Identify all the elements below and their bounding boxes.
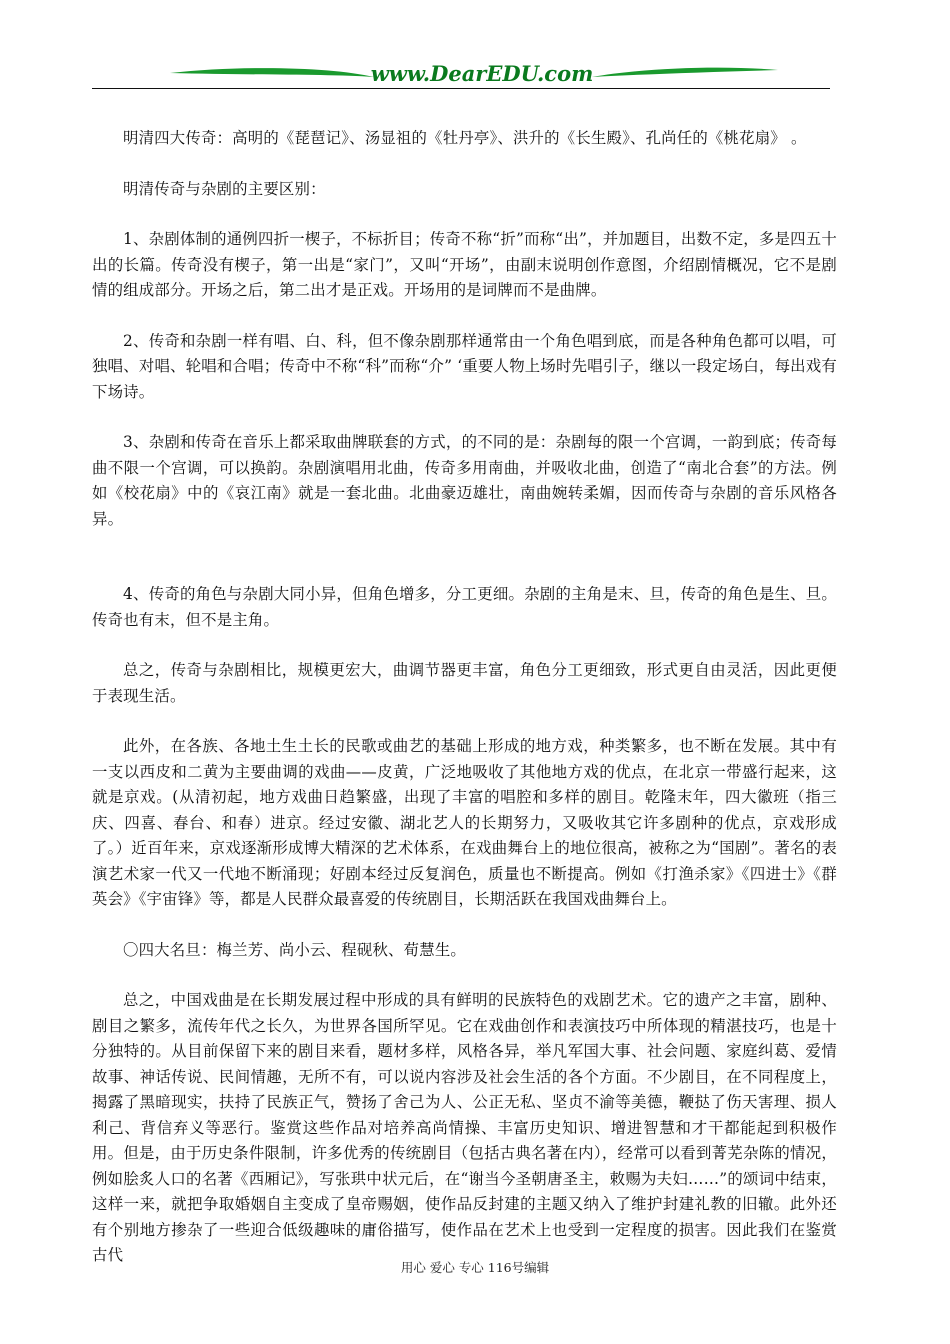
page-footer: 用心 爱心 专心 116号编辑 [400,1260,550,1275]
paragraph-point-1: 1、杂剧体制的通例四折一楔子，不标折目；传奇不称“折”而称“出”，并加题目，出数不定，多是四五十出的长篇。传奇没有楔子，第一出是“家门”，又叫“开场”，由副末说明创作意图，介绍剧情概况，它不是剧情的组成部分。开场之后，第二出才是正戏。开场用的是词牌而不是曲牌。 [92,230,837,299]
site-header-banner [92,56,830,92]
document-body [92,126,837,1294]
paragraph-differences-heading: 明清传奇与杂剧的主要区别： [123,179,326,198]
swoosh-logo-graphic [92,56,830,92]
right-swoosh [592,68,778,77]
paragraph-beijing-opera: 此外，在各族、各地土生土长的民歌或曲艺的基础上形成的地方戏，种类繁多，也不断在发展。其中有一支以西皮和二黄为主要曲调的戏曲——皮黄，广泛地吸收了其他地方戏的优点，在北京一带盛行起来，这就是京戏。(从清初起，地方戏曲日趋繁盛，出现了丰富的唱腔和多样的剧目。乾隆末年，四大徽班（指三庆、四喜、春台、和春）进京。经过安徽、湖北艺人的长期努力，又吸收其它许多剧种的优点，京戏形成了。）近百年来，京戏逐渐形成博大精深的艺术体系，在戏曲舞台上的地位很高，被称之为“国剧”。著名的表演艺术家一代又一代地不断涌现；好剧本经过反复润色，质量也不断提高。例如《打渔杀家》《四进士》《群英会》《宇宙锋》等，都是人民群众最喜爱的传统剧目，长期活跃在我国戏曲舞台上。 [92,737,837,908]
left-swoosh [170,68,374,77]
logo-text: www.DearEDU.com [370,61,594,86]
header-divider [92,88,830,89]
paragraph-four-great-dan: 〇四大名旦：梅兰芳、尚小云、程砚秋、荀慧生。 [123,940,466,959]
paragraph-summary-chuanqi: 总之，传奇与杂剧相比，规模更宏大，曲调节器更丰富，角色分工更细致，形式更自由灵活，因此更便于表现生活。 [92,661,837,705]
paragraph-summary-chinese-opera: 总之，中国戏曲是在长期发展过程中形成的具有鲜明的民族特色的戏剧艺术。它的遗产之丰富，剧种、剧目之繁多，流传年代之长久，为世界各国所罕见。它在戏曲创作和表演技巧中所体现的精湛技巧，也是十分独特的。从目前保留下来的剧目来看，题材多样，风格各异，举凡军国大事、社会问题、家庭纠葛、爱情故事、神话传说、民间情趣，无所不有，可以说内容涉及社会生活的各个方面。不少剧目，在不同程度上，揭露了黑暗现实，扶持了民族正气，赞扬了舍己为人、公正无私、坚贞不渝等美德，鞭挞了伤天害理、损人利己、背信弃义等恶行。鉴赏这些作品对培养高尚情操、丰富历史知识、增进智慧和才干都能起到积极作用。但是，由于历史条件限制，许多优秀的传统剧目（包括古典名著在内），经常可以看到菁芜杂陈的情况，例如脍炙人口的名著《西厢记》，写张珙中状元后，在“谢当今圣朝唐圣主，敕赐为夫妇……”的颂词中结束，这样一来，就把争取婚姻自主变成了皇帝赐姻，使作品反封建的主题又纳入了维护封建礼教的旧辙。此外还有个别地方掺杂了一些迎合低级趣味的庸俗描写，使作品在艺术上也受到一定程度的损害。因此我们在鉴赏古代 [92,991,837,1264]
paragraph-four-great-chuanqi: 明清四大传奇：高明的《琵琶记》、汤显祖的《牡丹亭》、洪升的《长生殿》、孔尚任的《桃花扇》 。 [123,129,807,147]
paragraph-point-4: 4、传奇的角色与杂剧大同小异，但角色增多，分工更细。杂剧的主角是末、旦，传奇的角色是生、旦。传奇也有末，但不是主角。 [92,585,837,629]
paragraph-point-2: 2、传奇和杂剧一样有唱、白、科，但不像杂剧那样通常由一个角色唱到底，而是各种角色都可以唱，可独唱、对唱、轮唱和合唱；传奇中不称“科”而称“介” ‘重要人物上场时先唱引子，继以一段定场白，每出戏有下场诗。 [92,331,837,401]
paragraph-point-3: 3、杂剧和传奇在音乐上都采取曲牌联套的方式，的不同的是：杂剧每的限一个宫调，一韵到底；传奇每曲不限一个宫调，可以换韵。杂剧演唱用北曲，传奇多用南曲，并吸收北曲，创造了“南北合套”的方法。例如《校花扇》中的《哀江南》就是一套北曲。北曲豪迈雄壮，南曲婉转柔媚，因而传奇与杂剧的音乐风格各异。 [92,433,837,528]
